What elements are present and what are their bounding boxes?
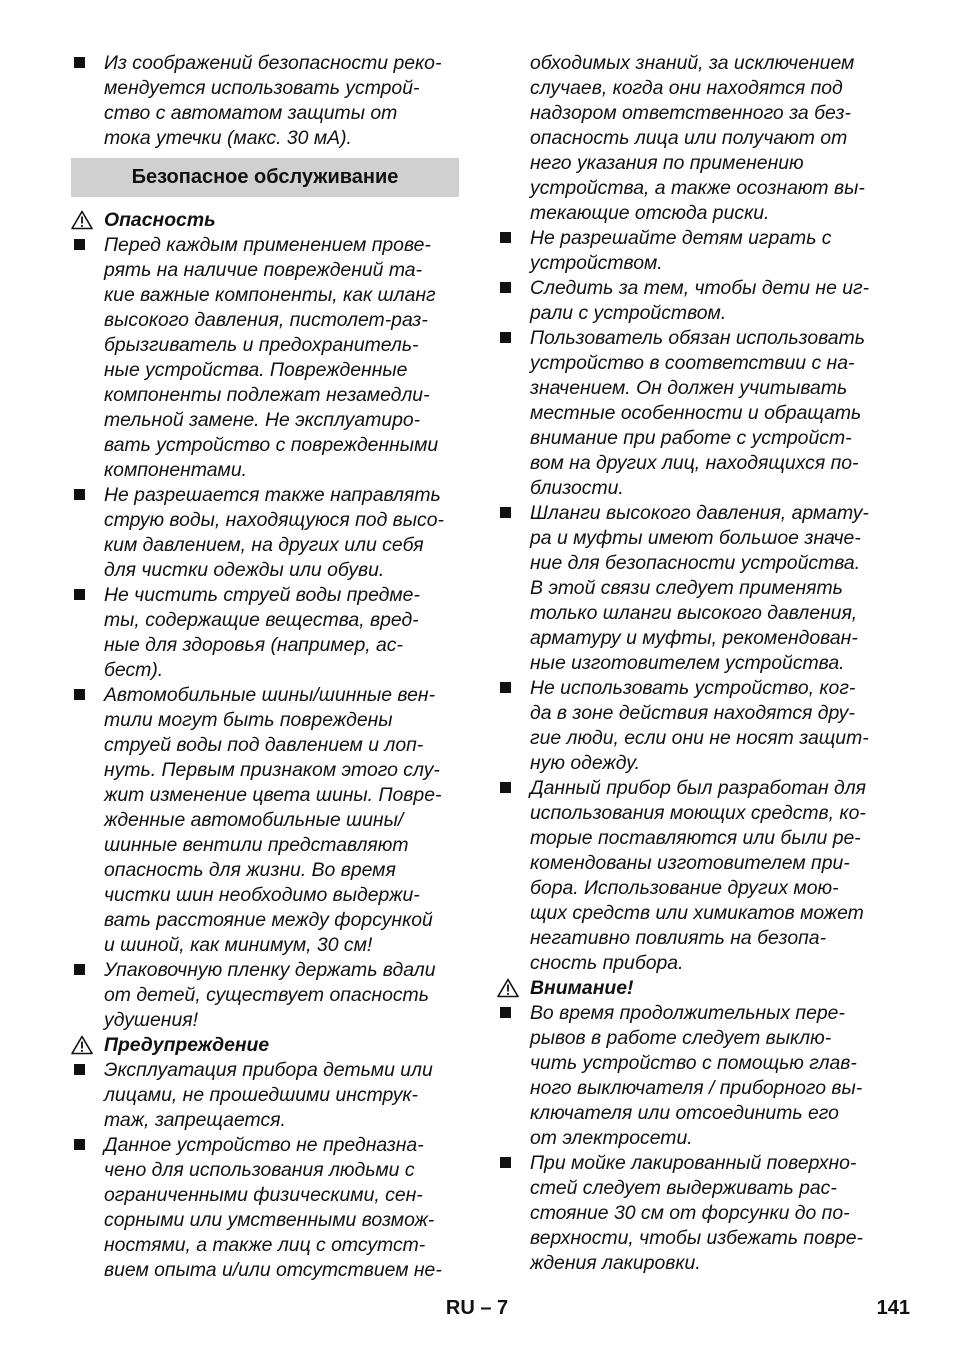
text-line: устройства, а также осознают вы- bbox=[530, 177, 865, 199]
text-line: ра и муфты имеют большое значе- bbox=[530, 527, 861, 549]
text-line: Шланги высокого давления, армату- bbox=[530, 502, 869, 524]
text-line: щих средств или химикатов может bbox=[530, 902, 864, 924]
text-line: использования моющих средств, ко- bbox=[530, 802, 866, 824]
text-line: от детей, существует опасность bbox=[104, 984, 429, 1006]
bullet-item bbox=[71, 1133, 459, 1283]
text-line: вом на других лиц, находящихся по- bbox=[530, 452, 859, 474]
text-line: ные устройства. Поврежденные bbox=[104, 359, 408, 381]
text-line: вать устройство с поврежденными bbox=[104, 434, 439, 456]
text-line: Перед каждым применением прове- bbox=[104, 234, 431, 256]
text-line: ностями, а также лиц с отсутст- bbox=[104, 1234, 426, 1256]
text-line: текающие отсюда риски. bbox=[530, 202, 770, 224]
text-line: случаев, когда они находятся под bbox=[530, 77, 843, 99]
square-bullet-icon bbox=[500, 507, 511, 518]
caution-list bbox=[497, 1001, 887, 1276]
square-bullet-icon bbox=[500, 682, 511, 693]
text-line: арматуру и муфты, рекомендован- bbox=[530, 627, 858, 649]
text-line: да в зоне действия находятся дру- bbox=[530, 702, 855, 724]
text-line: тельной замене. Не эксплуатиро- bbox=[104, 409, 421, 431]
text-line: Из соображений безопасности реко- bbox=[104, 52, 442, 74]
intro-bullet-item bbox=[71, 51, 459, 151]
text-line: от электросети. bbox=[530, 1127, 693, 1149]
text-line: Во время продолжительных пере- bbox=[530, 1002, 845, 1024]
square-bullet-icon bbox=[74, 239, 85, 250]
text-line: для чистки одежды или обуви. bbox=[104, 559, 385, 581]
text-line: ство с автоматом защиты от bbox=[104, 102, 398, 124]
text-line: устройством. bbox=[530, 252, 663, 274]
text-line: ограниченными физическими, сен- bbox=[104, 1184, 423, 1206]
text-line: ные изготовителем устройства. bbox=[530, 652, 845, 674]
section-heading: Безопасное обслуживание bbox=[71, 158, 459, 197]
continued-text bbox=[497, 51, 887, 226]
text-line: лицами, не прошедшими инструк- bbox=[104, 1084, 418, 1106]
text-line: верхности, чтобы избежать повре- bbox=[530, 1227, 864, 1249]
text-line: Не разрешается также направлять bbox=[104, 484, 441, 506]
text-line: тили могут быть повреждены bbox=[104, 709, 393, 731]
text-line: шинные вентили представляют bbox=[104, 834, 409, 856]
bullet-item bbox=[71, 958, 459, 1033]
text-line: ким давлением, на других или себя bbox=[104, 534, 424, 556]
left-column bbox=[71, 51, 459, 1283]
warning-list bbox=[71, 1058, 459, 1283]
square-bullet-icon bbox=[74, 689, 85, 700]
text-line: надзором ответственного за без- bbox=[530, 102, 852, 124]
bullet-item bbox=[71, 583, 459, 683]
text-line: нуть. Первым признаком этого слу- bbox=[104, 759, 440, 781]
warning-triangle-icon bbox=[71, 210, 93, 230]
text-line: чить устройство с помощью глав- bbox=[530, 1052, 857, 1074]
text-line: ные для здоровья (например, ас- bbox=[104, 634, 403, 656]
text-line: Не разрешайте детям играть с bbox=[530, 227, 832, 249]
bullet-item bbox=[497, 1001, 887, 1151]
text-line: Упаковочную пленку держать вдали bbox=[104, 959, 436, 981]
warning-triangle-icon bbox=[497, 978, 519, 998]
warning-label: Предупреждение bbox=[71, 1033, 459, 1058]
text-line: сность прибора. bbox=[530, 952, 684, 974]
text-line: высокого давления, пистолет-раз- bbox=[104, 309, 428, 331]
square-bullet-icon bbox=[500, 1007, 511, 1018]
text-line: ную одежду. bbox=[530, 752, 641, 774]
text-line: и шиной, как минимум, 30 см! bbox=[104, 934, 373, 956]
text-line: Не использовать устройство, ког- bbox=[530, 677, 856, 699]
text-line: струей воды под давлением и лоп- bbox=[104, 734, 424, 756]
text-line: При мойке лакированный поверхно- bbox=[530, 1152, 857, 1174]
text-line: жденные автомобильные шины/ bbox=[104, 809, 404, 831]
text-line: мендуется использовать устрой- bbox=[104, 77, 420, 99]
text-line: брызгиватель и предохранитель- bbox=[104, 334, 419, 356]
text-line: стей следует выдерживать рас- bbox=[530, 1177, 837, 1199]
page-number: 141 bbox=[876, 1297, 910, 1319]
bullet-item bbox=[71, 233, 459, 483]
bullet-item bbox=[71, 1058, 459, 1133]
text-line: гие люди, если они не носят защит- bbox=[530, 727, 869, 749]
bullet-item bbox=[497, 676, 887, 776]
text-line: стояние 30 см от форсунки до по- bbox=[530, 1202, 850, 1224]
text-line: ние для безопасности устройства. bbox=[530, 552, 861, 574]
square-bullet-icon bbox=[74, 964, 85, 975]
warning-triangle-icon bbox=[71, 1035, 93, 1055]
text-line: жит изменение цвета шины. Повре- bbox=[104, 784, 442, 806]
danger-label: Опасность bbox=[71, 208, 459, 233]
bullet-item bbox=[497, 501, 887, 676]
text-line: обходимых знаний, за исключением bbox=[530, 52, 855, 74]
text-line: местные особенности и обращать bbox=[530, 402, 862, 424]
text-line: чено для использования людьми с bbox=[104, 1159, 415, 1181]
text-line: опасность лица или получают от bbox=[530, 127, 848, 149]
bullet-item bbox=[497, 776, 887, 976]
text-line: рали с устройством. bbox=[530, 302, 727, 324]
text-line: ты, содержащие вещества, вред- bbox=[104, 609, 419, 631]
text-line: ного выключателя / приборного вы- bbox=[530, 1077, 863, 1099]
text-line: него указания по применению bbox=[530, 152, 804, 174]
text-line: Следить за тем, чтобы дети не иг- bbox=[530, 277, 870, 299]
text-line: негативно повлиять на безопа- bbox=[530, 927, 827, 949]
danger-list bbox=[71, 233, 459, 1033]
text-line: Данный прибор был разработан для bbox=[530, 777, 867, 799]
right-list bbox=[497, 226, 887, 976]
text-line: Не чистить струей воды предме- bbox=[104, 584, 420, 606]
text-line: тока утечки (макс. 30 мА). bbox=[104, 127, 352, 149]
square-bullet-icon bbox=[500, 282, 511, 293]
square-bullet-icon bbox=[500, 332, 511, 343]
text-line: Эксплуатация прибора детьми или bbox=[104, 1059, 433, 1081]
bullet-item bbox=[497, 276, 887, 326]
text-line: комендованы изготовителем при- bbox=[530, 852, 850, 874]
text-line: чистки шин необходимо выдержи- bbox=[104, 884, 420, 906]
text-line: значением. Он должен учитывать bbox=[530, 377, 848, 399]
square-bullet-icon bbox=[74, 57, 85, 68]
bullet-item bbox=[497, 1151, 887, 1276]
text-line: В этой связи следует применять bbox=[530, 577, 843, 599]
bullet-item bbox=[71, 683, 459, 958]
bullet-item bbox=[497, 326, 887, 501]
square-bullet-icon bbox=[500, 1157, 511, 1168]
square-bullet-icon bbox=[500, 782, 511, 793]
square-bullet-icon bbox=[74, 1139, 85, 1150]
text-line: компонентами. bbox=[104, 459, 247, 481]
text-line: ждения лакировки. bbox=[530, 1252, 701, 1274]
square-bullet-icon bbox=[74, 1064, 85, 1075]
text-line: торые поставляются или были ре- bbox=[530, 827, 861, 849]
right-column bbox=[497, 51, 887, 1276]
footer-section-label: RU – 7 bbox=[445, 1297, 509, 1319]
text-line: вать расстояние между форсункой bbox=[104, 909, 433, 931]
bullet-item bbox=[497, 226, 887, 276]
text-line: струю воды, находящуюся под высо- bbox=[104, 509, 444, 531]
text-line: бест). bbox=[104, 659, 164, 681]
caution-label: Внимание! bbox=[497, 976, 887, 1001]
text-line: только шланги высокого давления, bbox=[530, 602, 858, 624]
text-line: удушения! bbox=[104, 1009, 198, 1031]
text-line: бора. Использование других мою- bbox=[530, 877, 839, 899]
square-bullet-icon bbox=[74, 589, 85, 600]
square-bullet-icon bbox=[74, 489, 85, 500]
text-line: Пользователь обязан использовать bbox=[530, 327, 865, 349]
text-line: устройство в соответствии с на- bbox=[530, 352, 855, 374]
text-line: близости. bbox=[530, 477, 624, 499]
text-line: компоненты подлежат незамедли- bbox=[104, 384, 430, 406]
text-line: Автомобильные шины/шинные вен- bbox=[104, 684, 436, 706]
text-line: вием опыта и/или отсутствием не- bbox=[104, 1259, 442, 1281]
text-line: Данное устройство не предназна- bbox=[104, 1134, 424, 1156]
text-line: рывов в работе следует выклю- bbox=[530, 1027, 832, 1049]
text-line: кие важные компоненты, как шланг bbox=[104, 284, 436, 306]
text-line: ключателя или отсоединить его bbox=[530, 1102, 839, 1124]
text-line: опасность для жизни. Во время bbox=[104, 859, 396, 881]
bullet-item bbox=[71, 483, 459, 583]
square-bullet-icon bbox=[500, 232, 511, 243]
text-line: таж, запрещается. bbox=[104, 1109, 286, 1131]
text-line: рять на наличие повреждений та- bbox=[104, 259, 423, 281]
text-line: сорными или умственными возмож- bbox=[104, 1209, 435, 1231]
text-line: внимание при работе с устройст- bbox=[530, 427, 852, 449]
